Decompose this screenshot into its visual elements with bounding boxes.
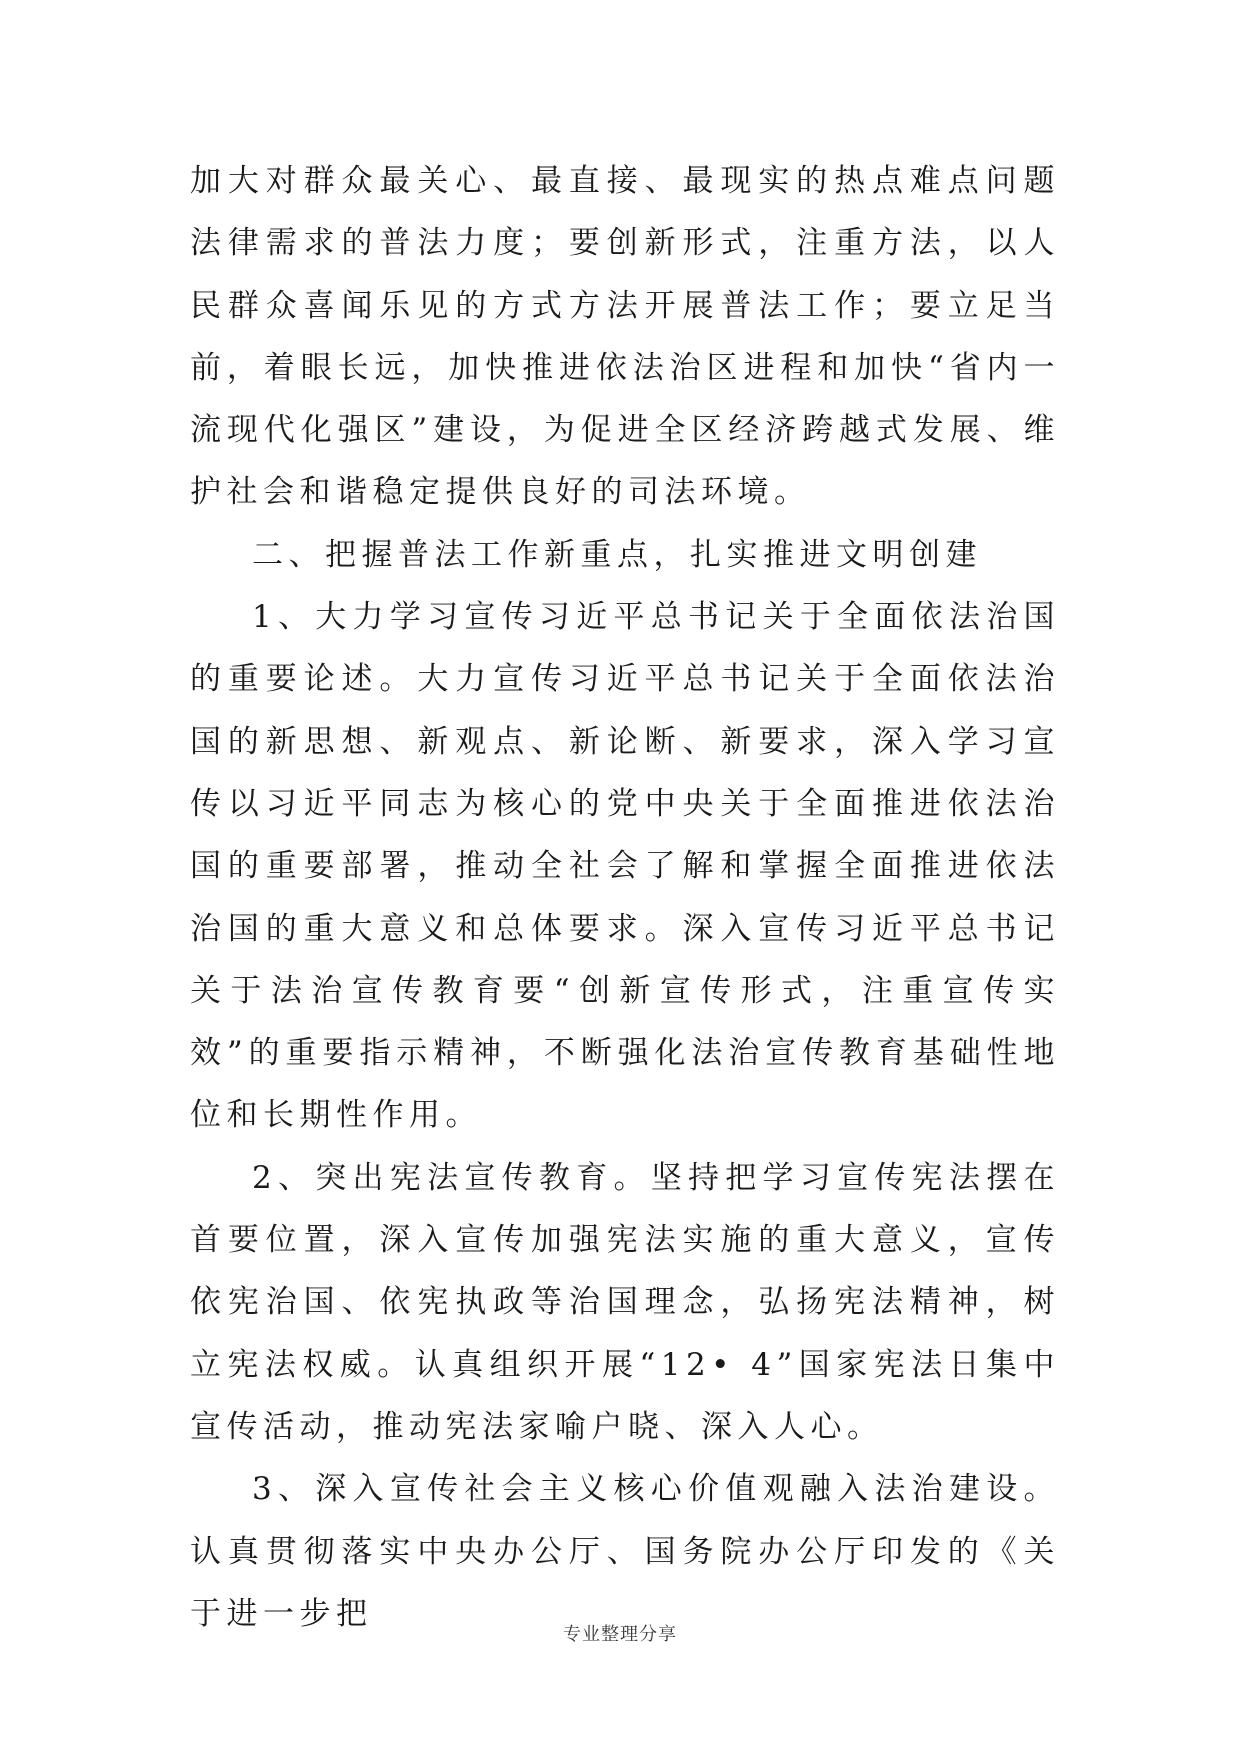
paragraph-item-3: 3、深入宣传社会主义核心价值观融入法治建设。认真贯彻落实中央办公厅、国务院办公厅印发的《关于进一步把 xyxy=(190,1471,1060,1632)
page-footer: 专业整理分享 xyxy=(563,1624,677,1645)
document-body xyxy=(190,150,1060,1645)
section-heading: 二、把握普法工作新重点，扎实推进文明创建 xyxy=(252,536,982,573)
paragraph-item-1: 1、大力学习宣传习近平总书记关于全面依法治国的重要论述。大力宣传习近平总书记关于全面依法治国的新思想、新观点、新论断、新要求，深入学习宣传以习近平同志为核心的党中央关于全面推进依法治国的重要部署，推动全社会了解和掌握全面推进依法治国的重大意义和总体要求。深入宣传习近平总书记关于法治宣传教育要“创新宣传形式，注重宣传实效”的重要指示精神，不断强化法治宣传教育基础性地位和长期性作用。 xyxy=(190,599,1060,1134)
paragraph-item-2: 2、突出宪法宣传教育。坚持把学习宣传宪法摆在首要位置，深入宣传加强宪法实施的重大意义，宣传依宪治国、依宪执政等治国理念，弘扬宪法精神，树立宪法权威。认真组织开展“12• 4”国家宪法日集中宣传活动，推动宪法家喻户晓、深入人心。 xyxy=(190,1159,1060,1445)
paragraph-continuation: 加大对群众最关心、最直接、最现实的热点难点问题法律需求的普法力度；要创新形式，注重方法，以人民群众喜闻乐见的方式方法开展普法工作；要立足当前，着眼长远，加快推进依法治区进程和加快“省内一流现代化强区”建设，为促进全区经济跨越式发展、维护社会和谐稳定提供良好的司法环境。 xyxy=(190,163,1060,511)
